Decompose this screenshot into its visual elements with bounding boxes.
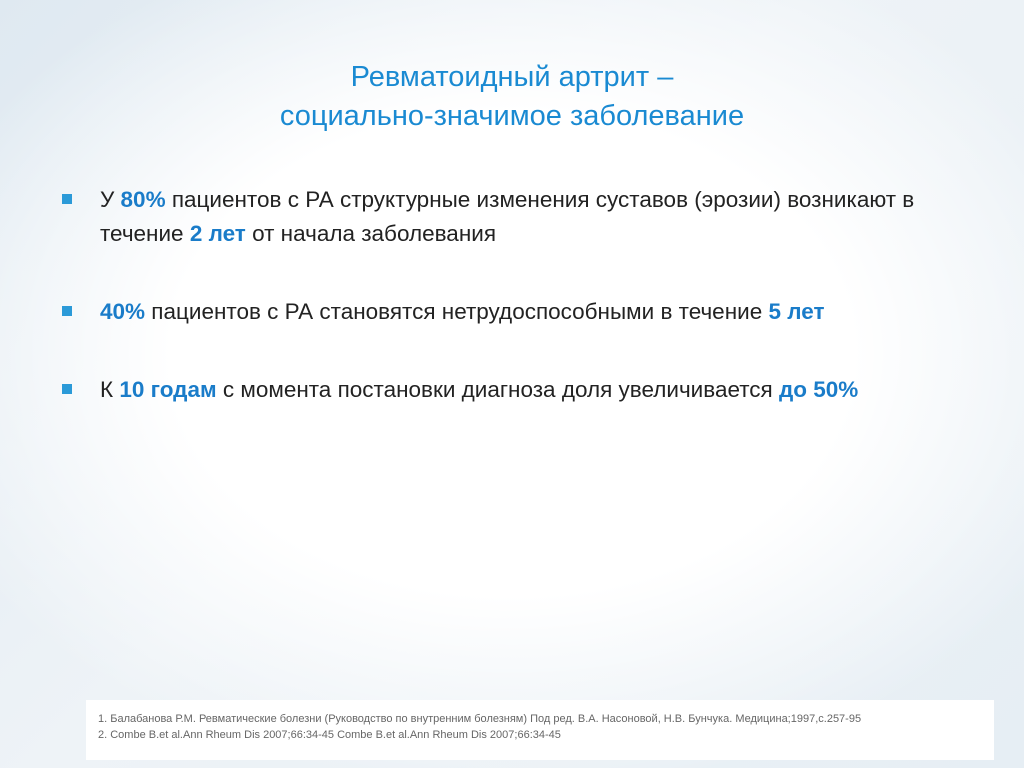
bullet-text: У — [100, 187, 121, 212]
bullet-text: пациентов с РА структурные изменения суставов (эрозии) возникают в течение — [100, 187, 915, 246]
square-bullet-icon — [62, 306, 72, 316]
bullet-highlight: 2 лет — [189, 221, 246, 246]
bullet-text: от начала заболевания — [245, 221, 496, 246]
bullet-text: с момента постановки диагноза доля увеличивается — [216, 377, 779, 402]
bullet-text: пациентов с РА становятся нетрудоспособными в течение — [145, 299, 769, 324]
slide-title — [0, 58, 1024, 136]
bullet-highlight: 40% — [100, 299, 146, 324]
bullet-item — [62, 373, 962, 407]
title-line-2: социально-значимое заболевание — [279, 100, 745, 132]
bullet-text: К — [100, 377, 120, 402]
bullet-highlight: 10 годам — [119, 377, 217, 402]
reference-item: 1. Балабанова Р.М. Ревматические болезни (Руководство по внутренним болезням) Под ред. В.А. Насоновой, Н.В. Бунчука. Медицина;1997,с.257-95 — [98, 713, 862, 725]
bullet-highlight: до 50% — [778, 377, 859, 402]
square-bullet-icon — [62, 384, 72, 394]
title-line-1: Ревматоидный артрит – — [350, 61, 674, 93]
references-box — [86, 700, 994, 760]
bullet-list — [62, 183, 962, 407]
bullet-item — [62, 183, 962, 251]
square-bullet-icon — [62, 194, 72, 204]
bullet-highlight: 5 лет — [768, 299, 825, 324]
bullet-highlight: 80% — [120, 187, 166, 212]
reference-item: 2. Combe B.et al.Ann Rheum Dis 2007;66:34-45 Combe B.et al.Ann Rheum Dis 2007;66:34-45 — [98, 729, 561, 741]
bullet-item — [62, 295, 962, 329]
